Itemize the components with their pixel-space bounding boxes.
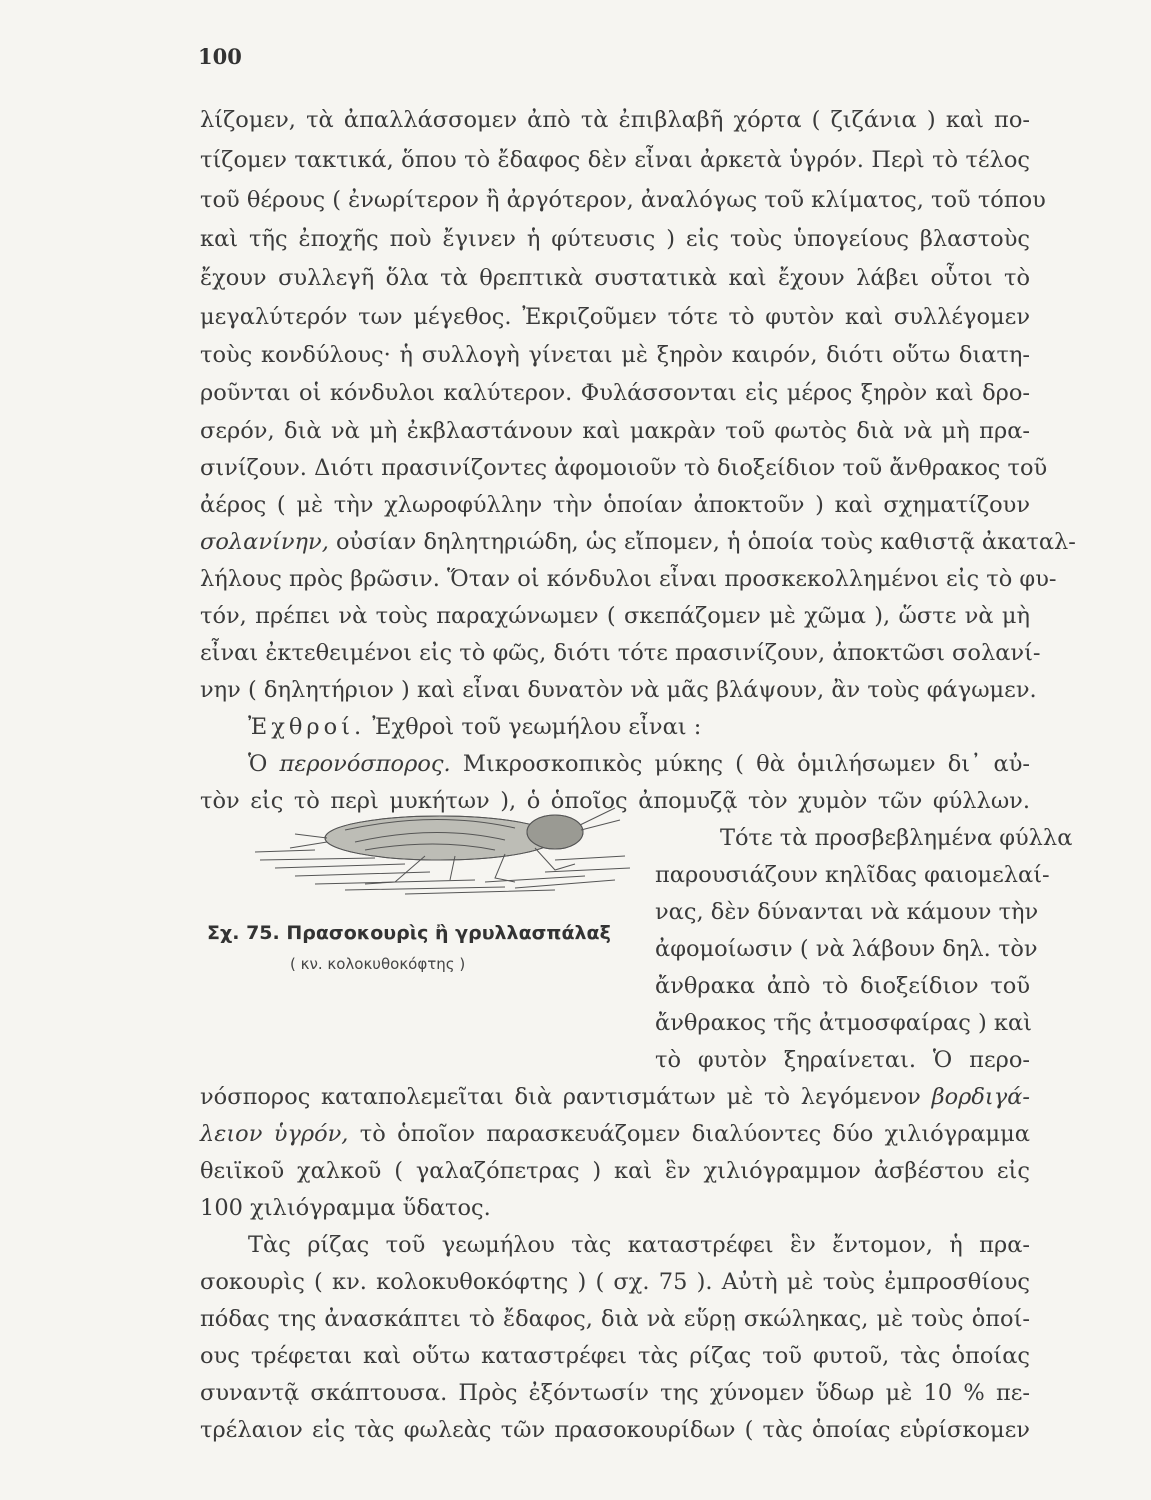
text-line: σινίζουν. Διότι πρασινίζοντες ἀφομοιοῦν τὸ διοξείδιον τοῦ ἄνθρακος τοῦ (200, 455, 1048, 481)
text-run: νόσπορος καταπολεμεῖται διὰ ραντισμάτων μὲ τὸ λεγόμενον (200, 1084, 932, 1110)
bordeaux-term: βορδιγά- (931, 1084, 1030, 1110)
section-heading-line (248, 712, 701, 742)
page-number: 100 (198, 44, 242, 69)
text-line: ἄνθρακα ἀπὸ τὸ διοξείδιον τοῦ (655, 973, 1030, 999)
text-line: Τὰς ρίζας τοῦ γεωμήλου τὰς καταστρέφει ἓν ἔντομον, ἡ πρα- (248, 1232, 1030, 1258)
text-run: Μικροσκοπικὸς μύκης ( θὰ ὁμιλήσωμεν δι᾽ αὐ- (450, 751, 1030, 777)
text-line: τόν, πρέπει νὰ τοὺς παραχώνωμεν ( σκεπάζομεν μὲ χῶμα ), ὥστε νὰ μὴ (200, 603, 1030, 629)
text-line (200, 527, 1076, 557)
solanin-term: σολανίνην, (200, 529, 329, 555)
text-line: παρουσιάζουν κηλῖδας φαιομελαί- (655, 862, 1050, 888)
text-line: μεγαλύτερόν των μέγεθος. Ἐκριζοῦμεν τότε τὸ φυτὸν καὶ συλλέγομεν (200, 304, 1030, 330)
text-line: εἶναι ἐκτεθειμένοι εἰς τὸ φῶς, διότι τότε πρασινίζουν, ἀποκτῶσι σολανί- (200, 640, 1041, 666)
text-line: τρέλαιον εἰς τὰς φωλεὰς τῶν πρασοκουρίδων ( τὰς ὁποίας εὑρίσκομεν (200, 1417, 1030, 1443)
figure-subcaption: ( κν. κολοκυθοκόφτης ) (290, 955, 466, 973)
text-line: 100 χιλιόγραμμα ὕδατος. (200, 1195, 491, 1221)
text-run: Ἐχθροὶ τοῦ γεωμήλου εἶναι : (365, 714, 702, 740)
text-line: νας, δὲν δύνανται νὰ κάμουν τὴν (655, 899, 1039, 925)
text-line: ροῦνται οἱ κόνδυλοι καλύτερον. Φυλάσσονται εἰς μέρος ξηρὸν καὶ δρο- (200, 380, 1030, 406)
text-line: συναντᾷ σκάπτουσα. Πρὸς ἐξόντωσίν της χύνομεν ὕδωρ μὲ 10 % πε- (200, 1380, 1030, 1406)
text-line (200, 1119, 1030, 1149)
text-line: πόδας της ἀνασκάπτει τὸ ἔδαφος, διὰ νὰ εὕρῃ σκώληκας, μὲ τοὺς ὁποί- (200, 1306, 1030, 1332)
text-run: Ὁ (248, 751, 280, 777)
text-line: θειϊκοῦ χαλκοῦ ( γαλαζόπετρας ) καὶ ἓν χιλιόγραμμον ἀσβέστου εἰς (200, 1158, 1030, 1184)
text-line: καὶ τῆς ἐποχῆς ποὺ ἔγινεν ἡ φύτευσις ) εἰς τοὺς ὑπογείους βλαστοὺς (200, 226, 1030, 252)
text-line: ἀέρος ( μὲ τὴν χλωροφύλλην τὴν ὁποίαν ἀποκτοῦν ) καὶ σχηματίζουν (200, 492, 1030, 518)
text-line: Τότε τὰ προσβεβλημένα φύλλα (720, 825, 1073, 851)
text-line (200, 1082, 1030, 1112)
mole-cricket-illustration (255, 790, 630, 900)
text-line: τοὺς κονδύλους· ἡ συλλογὴ γίνεται μὲ ξηρὸν καιρόν, διότι οὕτω διατη- (200, 342, 1030, 368)
text-run: οὐσίαν δηλητηριώδη, ὡς εἴπομεν, ἡ ὁποία τοὺς καθιστᾷ ἀκαταλ- (328, 529, 1076, 555)
text-line: τὸν εἰς τὸ περὶ μυκήτων ), ὁ ὁποῖος ἀπομυζᾷ τὸν χυμὸν τῶν φύλλων. (200, 788, 1030, 814)
enemies-heading: Ἐχθροί. (248, 714, 366, 740)
text-line: ους τρέφεται καὶ οὕτω καταστρέφει τὰς ρίζας τοῦ φυτοῦ, τὰς ὁποίας (200, 1343, 1030, 1369)
text-line: νην ( δηλητήριον ) καὶ εἶναι δυνατὸν νὰ μᾶς βλάψουν, ἂν τοὺς φάγωμεν. (200, 677, 1037, 703)
peronospora-term: περονόσπορος. (279, 751, 451, 777)
text-line: σερόν, διὰ νὰ μὴ ἐκβλαστάνουν καὶ μακρὰν τοῦ φωτὸς διὰ νὰ μὴ πρα- (200, 418, 1030, 444)
text-line: τοῦ θέρους ( ἐνωρίτερον ἢ ἀργότερον, ἀναλόγως τοῦ κλίματος, τοῦ τόπου (200, 187, 1046, 213)
text-line: ἔχουν συλλεγῆ ὅλα τὰ θρεπτικὰ συστατικὰ καὶ ἔχουν λάβει οὗτοι τὸ (200, 265, 1030, 291)
bordeaux-term: λειον ὑγρόν, (200, 1121, 349, 1147)
text-line: τίζομεν τακτικά, ὅπου τὸ ἔδαφος δὲν εἶναι ἀρκετὰ ὑγρόν. Περὶ τὸ τέλος (200, 147, 1030, 173)
text-run: τὸ ὁποῖον παρασκευάζομεν διαλύοντες δύο χιλιόγραμμα (348, 1121, 1031, 1147)
text-line (200, 749, 1030, 779)
text-line: ἄνθρακος τῆς ἀτμοσφαίρας ) καὶ (655, 1010, 1033, 1036)
text-line: λήλους πρὸς βρῶσιν. Ὅταν οἱ κόνδυλοι εἶναι προσκεκολλημένοι εἰς τὸ φυ- (200, 566, 1057, 592)
figure-caption: Σχ. 75. Πρασοκουρὶς ἢ γρυλλασπάλαξ (207, 922, 611, 944)
text-line: σοκουρὶς ( κν. κολοκυθοκόφτης ) ( σχ. 75 ). Αὐτὴ μὲ τοὺς ἐμπροσθίους (200, 1269, 1030, 1295)
mole-cricket-icon (255, 790, 630, 900)
text-line: τὸ φυτὸν ξηραίνεται. Ὁ περο- (655, 1047, 1030, 1073)
text-line: λίζομεν, τὰ ἀπαλλάσσομεν ἀπὸ τὰ ἐπιβλαβῆ χόρτα ( ζιζάνια ) καὶ πο- (200, 107, 1030, 133)
text-line: ἀφομοίωσιν ( νὰ λάβουν δηλ. τὸν (655, 936, 1038, 962)
